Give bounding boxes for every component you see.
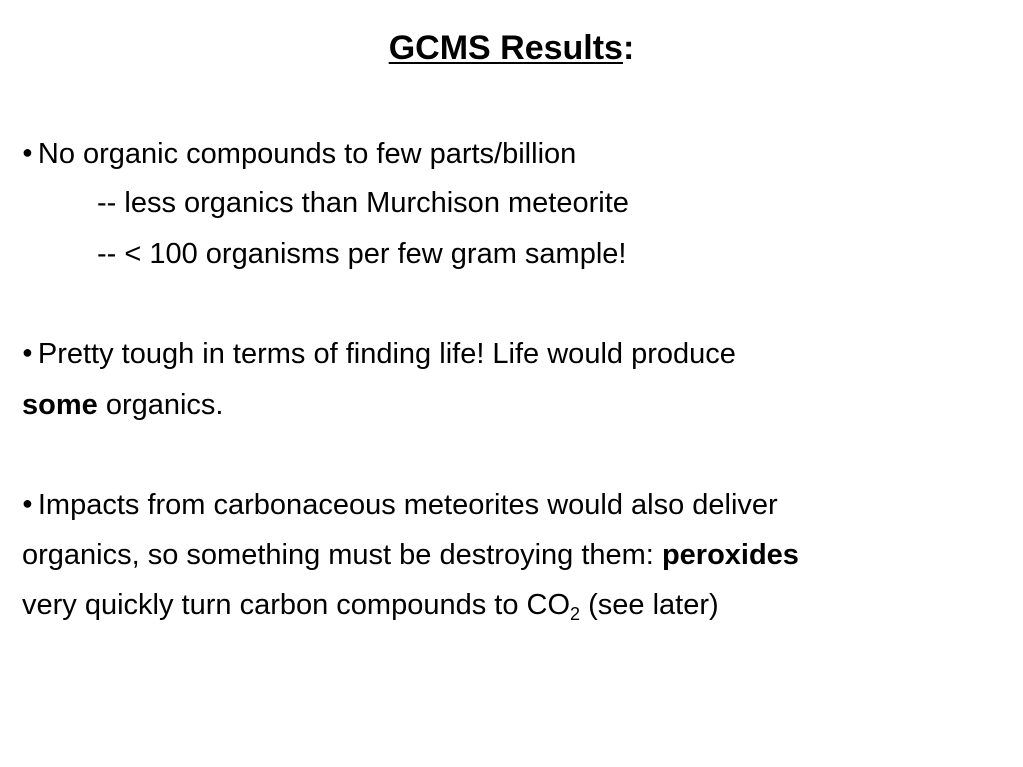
bullet-point-2-text: Pretty tough in terms of finding life! Life would produce [37, 338, 736, 370]
bullet-point-2-continuation-text: organics. [97, 389, 224, 421]
bullet-point-3-line-3-text: very quickly turn carbon compounds to CO [22, 589, 571, 621]
bullet-point-3-line-2-text: organics, so something must be destroying them: [22, 539, 662, 571]
bullet-point-3-line-3 [22, 585, 719, 625]
bullet-icon: ● [22, 142, 33, 163]
bullet-icon: ● [22, 493, 33, 514]
bullet-point-3-text: Impacts from carbonaceous meteorites would also deliver [37, 489, 778, 521]
bullet-point-2-emphasis: some [22, 389, 98, 421]
bullet-point-1-text: No organic compounds to few parts/billion [37, 138, 577, 170]
bullet-point-3-line-2 [22, 535, 799, 575]
bullet-point-3-emphasis: peroxides [661, 539, 799, 571]
bullet-icon: ● [22, 342, 33, 363]
sub-point-1-1: -- less organics than Murchison meteorite [97, 187, 629, 219]
sub-point-1-2: -- < 100 organisms per few gram sample! [97, 238, 627, 270]
slide-title-colon: : [622, 29, 635, 67]
bullet-point-3 [22, 485, 778, 526]
slide-title-text: GCMS Results [388, 29, 623, 67]
co2-subscript: 2 [570, 604, 581, 624]
bullet-point-2-continuation [22, 385, 224, 425]
bullet-point-3-line-3-end: (see later) [580, 589, 719, 621]
bullet-point-1 [22, 134, 576, 175]
bullet-point-2 [22, 334, 736, 375]
slide-title [0, 26, 1023, 70]
